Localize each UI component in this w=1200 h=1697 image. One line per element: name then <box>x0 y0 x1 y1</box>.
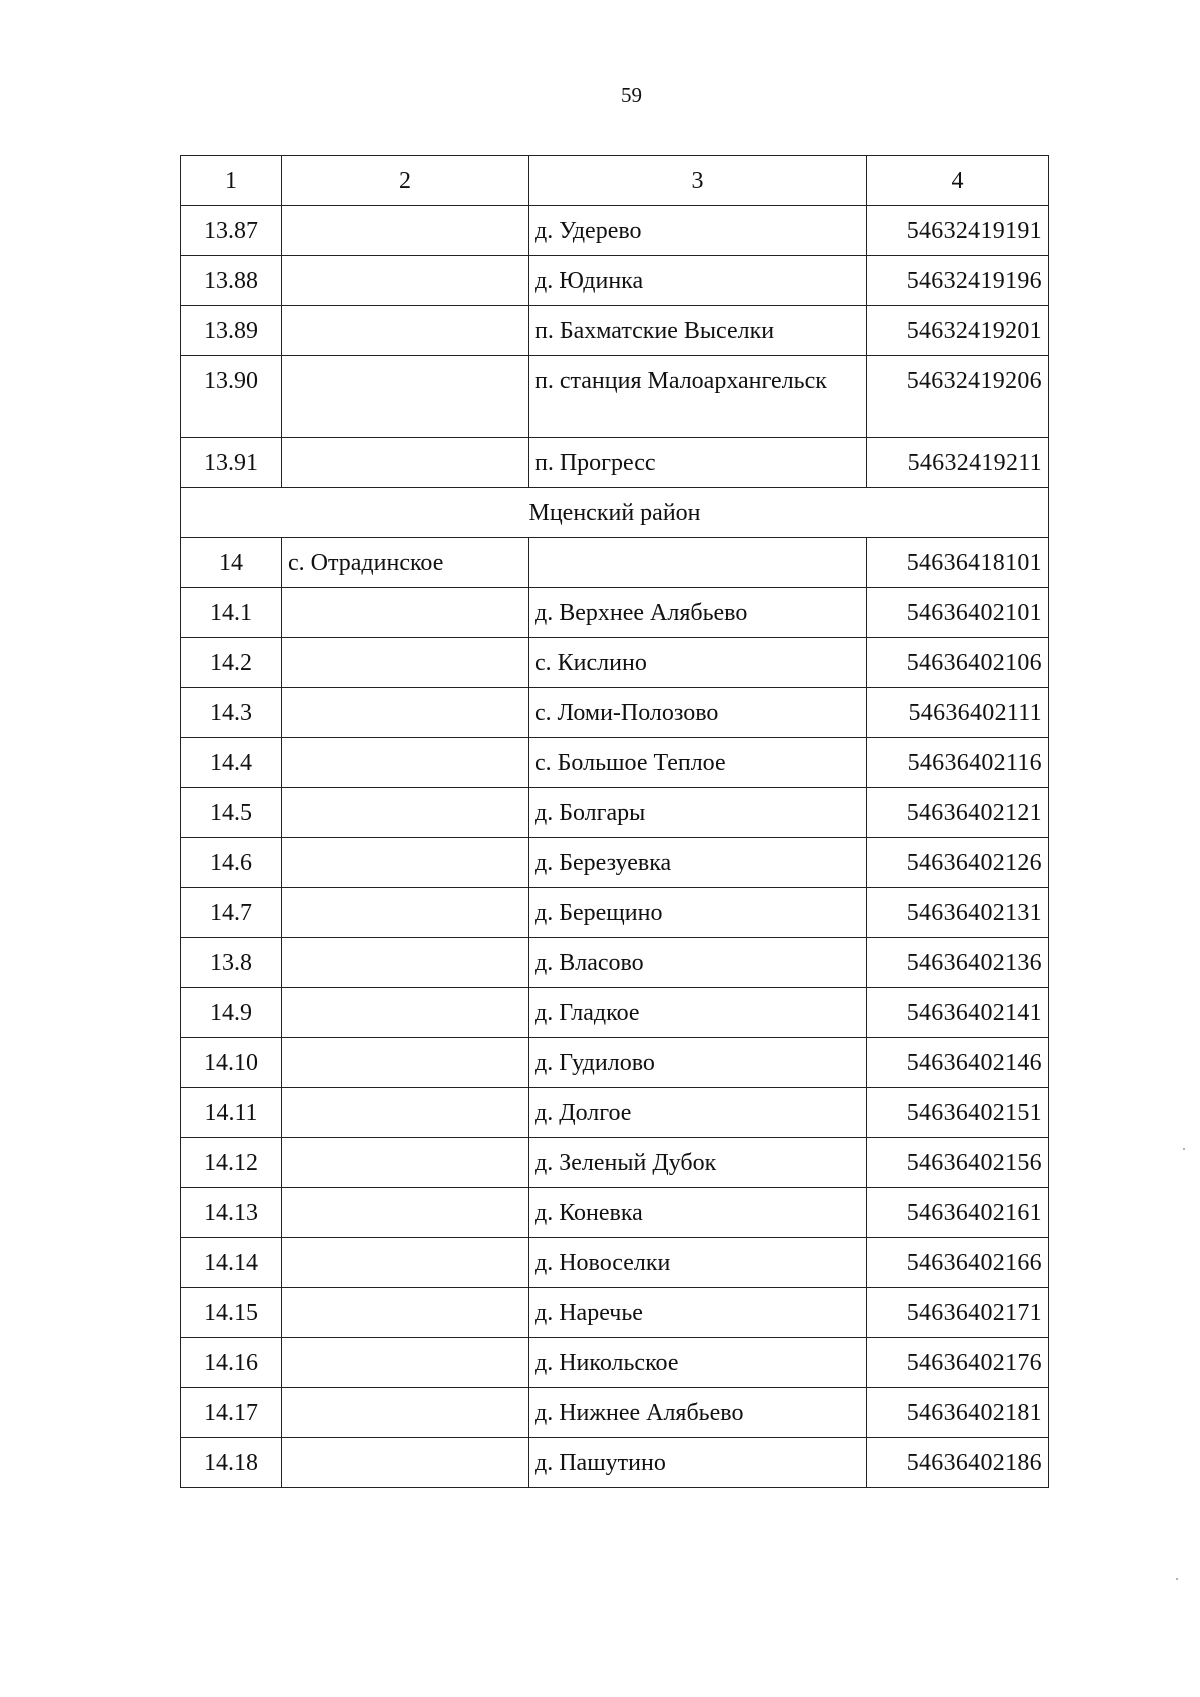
row-number-cell: 14.13 <box>181 1188 282 1238</box>
row-number-cell: 14.7 <box>181 888 282 938</box>
table-row <box>181 938 1049 988</box>
section-title: Мценский район <box>181 488 1049 538</box>
locality-cell: д. Берещино <box>529 888 867 938</box>
header-cell-4: 4 <box>867 156 1049 206</box>
row-number-cell: 13.89 <box>181 306 282 356</box>
oktmo-code-cell: 54636402126 <box>867 838 1049 888</box>
settlement-cell <box>282 256 529 306</box>
table-row <box>181 888 1049 938</box>
table-row <box>181 206 1049 256</box>
table-row <box>181 788 1049 838</box>
locality-cell: д. Новоселки <box>529 1238 867 1288</box>
settlement-cell <box>282 1288 529 1338</box>
table-row <box>181 1138 1049 1188</box>
oktmo-code-cell: 54636402181 <box>867 1388 1049 1438</box>
oktmo-code-cell: 54636402106 <box>867 638 1049 688</box>
row-number-cell: 14 <box>181 538 282 588</box>
settlement-cell <box>282 438 529 488</box>
locality-cell: д. Зеленый Дубок <box>529 1138 867 1188</box>
settlement-cell <box>282 688 529 738</box>
header-cell-1: 1 <box>181 156 282 206</box>
row-number-cell: 14.17 <box>181 1388 282 1438</box>
settlement-cell <box>282 788 529 838</box>
row-number-cell: 13.88 <box>181 256 282 306</box>
table-row <box>181 988 1049 1038</box>
oktmo-code-cell: 54636402146 <box>867 1038 1049 1088</box>
table-row <box>181 638 1049 688</box>
locality-cell: с. Ломи-Полозово <box>529 688 867 738</box>
oktmo-code-cell: 54636402161 <box>867 1188 1049 1238</box>
oktmo-code-cell: 54636402151 <box>867 1088 1049 1138</box>
row-number-cell: 14.16 <box>181 1338 282 1388</box>
row-number-cell: 14.18 <box>181 1438 282 1488</box>
settlement-cell <box>282 1138 529 1188</box>
table-body <box>181 156 1049 1488</box>
row-number-cell: 14.14 <box>181 1238 282 1288</box>
locality-cell: д. Гудилово <box>529 1038 867 1088</box>
oktmo-code-cell: 54632419191 <box>867 206 1049 256</box>
settlement-cell <box>282 588 529 638</box>
scan-speck <box>1183 1148 1185 1150</box>
header-cell-3: 3 <box>529 156 867 206</box>
locality-cell: д. Болгары <box>529 788 867 838</box>
localities-table <box>180 155 1049 1488</box>
table-row <box>181 588 1049 638</box>
oktmo-code-cell: 54636402176 <box>867 1338 1049 1388</box>
table-row <box>181 838 1049 888</box>
oktmo-code-cell: 54636402131 <box>867 888 1049 938</box>
table-row <box>181 1288 1049 1338</box>
locality-cell: д. Юдинка <box>529 256 867 306</box>
table-row <box>181 738 1049 788</box>
row-number-cell: 14.11 <box>181 1088 282 1138</box>
locality-cell: п. станция Малоархангельск <box>529 356 867 438</box>
oktmo-code-cell: 54636402136 <box>867 938 1049 988</box>
row-number-cell: 14.10 <box>181 1038 282 1088</box>
oktmo-code-cell: 54636402166 <box>867 1238 1049 1288</box>
oktmo-code-cell: 54636402111 <box>867 688 1049 738</box>
row-number-cell: 13.8 <box>181 938 282 988</box>
oktmo-code-cell: 54632419206 <box>867 356 1049 438</box>
locality-cell: д. Гладкое <box>529 988 867 1038</box>
settlement-cell <box>282 638 529 688</box>
header-row <box>181 156 1049 206</box>
table-row <box>181 1088 1049 1138</box>
settlement-cell <box>282 838 529 888</box>
locality-cell: с. Кислино <box>529 638 867 688</box>
locality-cell <box>529 538 867 588</box>
oktmo-code-cell: 54636402141 <box>867 988 1049 1038</box>
locality-cell: д. Наречье <box>529 1288 867 1338</box>
scan-speck <box>1176 1578 1178 1580</box>
table-row <box>181 538 1049 588</box>
row-number-cell: 13.91 <box>181 438 282 488</box>
settlement-cell <box>282 938 529 988</box>
locality-cell: п. Прогресс <box>529 438 867 488</box>
settlement-cell <box>282 988 529 1038</box>
row-number-cell: 13.87 <box>181 206 282 256</box>
oktmo-code-cell: 54636402121 <box>867 788 1049 838</box>
settlement-cell <box>282 206 529 256</box>
settlement-cell <box>282 1438 529 1488</box>
locality-cell: д. Березуевка <box>529 838 867 888</box>
row-number-cell: 14.1 <box>181 588 282 638</box>
settlement-cell: с. Отрадинское <box>282 538 529 588</box>
locality-cell: д. Коневка <box>529 1188 867 1238</box>
table-row <box>181 1338 1049 1388</box>
table-row <box>181 356 1049 438</box>
locality-cell: д. Удерево <box>529 206 867 256</box>
locality-cell: д. Верхнее Алябьево <box>529 588 867 638</box>
oktmo-code-cell: 54636402156 <box>867 1138 1049 1188</box>
table-row <box>181 256 1049 306</box>
table-row <box>181 688 1049 738</box>
row-number-cell: 14.2 <box>181 638 282 688</box>
settlement-cell <box>282 1388 529 1438</box>
table-row <box>181 306 1049 356</box>
section-row <box>181 488 1049 538</box>
settlement-cell <box>282 1088 529 1138</box>
row-number-cell: 14.12 <box>181 1138 282 1188</box>
settlement-cell <box>282 1188 529 1238</box>
oktmo-code-cell: 54632419196 <box>867 256 1049 306</box>
row-number-cell: 14.6 <box>181 838 282 888</box>
locality-cell: д. Долгое <box>529 1088 867 1138</box>
header-cell-2: 2 <box>282 156 529 206</box>
settlement-cell <box>282 1238 529 1288</box>
table-row <box>181 1188 1049 1238</box>
table-row <box>181 1388 1049 1438</box>
settlement-cell <box>282 888 529 938</box>
locality-cell: д. Нижнее Алябьево <box>529 1388 867 1438</box>
locality-cell: п. Бахматские Выселки <box>529 306 867 356</box>
oktmo-code-cell: 54636402186 <box>867 1438 1049 1488</box>
table-row <box>181 1438 1049 1488</box>
settlement-cell <box>282 738 529 788</box>
row-number-cell: 14.9 <box>181 988 282 1038</box>
row-number-cell: 14.3 <box>181 688 282 738</box>
table-row <box>181 1238 1049 1288</box>
oktmo-code-cell: 54636402116 <box>867 738 1049 788</box>
row-number-cell: 14.15 <box>181 1288 282 1338</box>
settlement-cell <box>282 1038 529 1088</box>
row-number-cell: 13.90 <box>181 356 282 438</box>
locality-cell: д. Никольское <box>529 1338 867 1388</box>
row-number-cell: 14.4 <box>181 738 282 788</box>
oktmo-code-cell: 54636402171 <box>867 1288 1049 1338</box>
oktmo-code-cell: 54636402101 <box>867 588 1049 638</box>
locality-cell: с. Большое Теплое <box>529 738 867 788</box>
table-row <box>181 438 1049 488</box>
settlement-cell <box>282 356 529 438</box>
locality-cell: д. Власово <box>529 938 867 988</box>
row-number-cell: 14.5 <box>181 788 282 838</box>
locality-cell: д. Пашутино <box>529 1438 867 1488</box>
page-number: 59 <box>621 83 642 107</box>
oktmo-code-cell: 54636418101 <box>867 538 1049 588</box>
table-row <box>181 1038 1049 1088</box>
oktmo-code-cell: 54632419201 <box>867 306 1049 356</box>
settlement-cell <box>282 306 529 356</box>
oktmo-code-cell: 54632419211 <box>867 438 1049 488</box>
settlement-cell <box>282 1338 529 1388</box>
